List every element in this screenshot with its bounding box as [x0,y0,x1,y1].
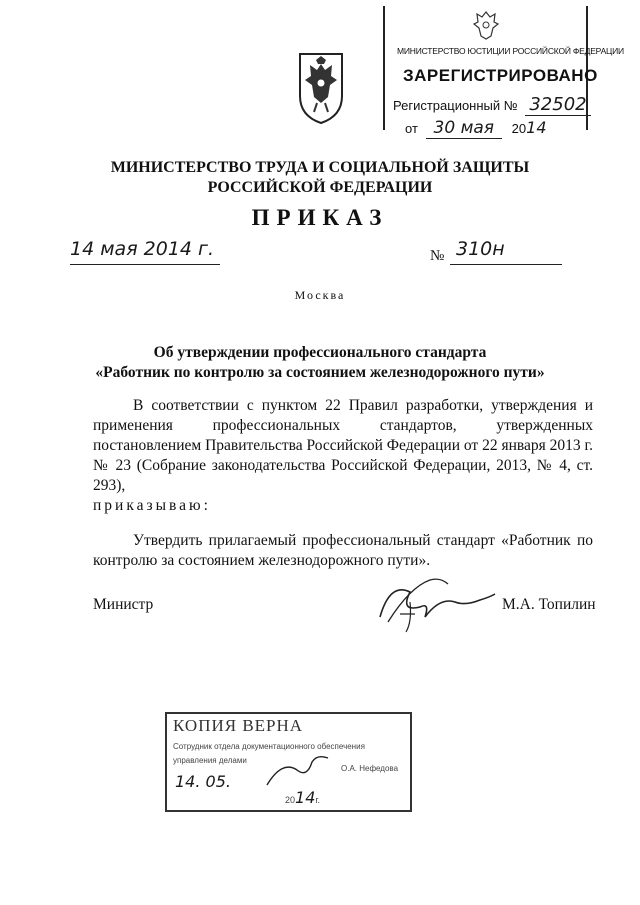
handwritten-signature-icon [370,572,500,642]
stamp-number-label: Регистрационный № [393,98,518,113]
subject-line2: «Работник по контролю за состоянием железнодорожного пути» [95,364,545,381]
copy-stamp-signer: О.А. Нефедова [341,764,399,773]
registration-stamp [383,6,624,138]
eagle-emblem-small-icon [471,8,501,42]
copy-stamp-date: 14. 05. [175,772,231,791]
copy-stamp-line2: управления делами [173,756,247,765]
coat-of-arms-icon [296,50,346,126]
stamp-border-left [383,6,385,130]
order-number: 310н [456,238,505,260]
order-body [93,396,593,571]
stamp-title: ЗАРЕГИСТРИРОВАНО [403,66,598,85]
copy-stamp-year: 14 [295,788,316,807]
copy-stamp-line1: Сотрудник отдела документационного обеспечения [173,742,365,751]
order-subject [0,343,640,383]
body-paragraph-1 [93,396,593,516]
stamp-ministry: МИНИСТЕРСТВО ЮСТИЦИИ РОССИЙСКОЙ ФЕДЕРАЦИИ [397,46,624,56]
order-number-label: № [430,248,445,264]
copy-stamp-year-suffix: г. [315,795,321,805]
copy-stamp-year-row [285,788,320,807]
stamp-number-row [393,94,591,115]
body-paragraph-2: Утвердить прилагаемый профессиональный стандарт «Работник по контролю за состоянием железнодорожного пути». [93,532,593,569]
stamp-year-prefix: 20 [511,121,527,136]
ministry-title [0,158,640,198]
stamp-date-prefix: от [405,121,418,136]
subject-line1: Об утверждении профессионального стандарта [153,344,487,361]
copy-verified-stamp [165,712,412,812]
stamp-date-value: 30 мая [426,118,503,139]
ministry-title-line2: РОССИЙСКОЙ ФЕДЕРАЦИИ [207,179,433,196]
city: Москва [294,288,346,302]
signer-position: Министр [93,596,154,613]
stamp-date-row [405,118,547,138]
stamp-number-value: 32502 [525,94,590,116]
copy-stamp-title: КОПИЯ ВЕРНА [173,716,304,735]
order-date: 14 мая 2014 г. [70,238,215,260]
signer-name: М.А. Топилин [502,596,596,613]
stamp-year-value: 14 [526,118,547,137]
document-type: ПРИКАЗ [251,205,389,230]
copy-stamp-year-prefix: 20 [285,795,296,805]
order-verb: приказываю: [93,497,211,514]
ministry-title-line1: МИНИСТЕРСТВО ТРУДА И СОЦИАЛЬНОЙ ЗАЩИТЫ [110,159,530,176]
body-paragraph-1-text: В соответствии с пунктом 22 Правил разработки, утверждения и применения профессиональных стандартов, утвержденных постановлением Правительства Российской Федерации от 22 января 2013 г. № 23 (Собрание законодательства Российской Федерации, 2013, № 4, ст. 293), [93,397,593,494]
copy-stamp-signature-icon [262,750,332,790]
